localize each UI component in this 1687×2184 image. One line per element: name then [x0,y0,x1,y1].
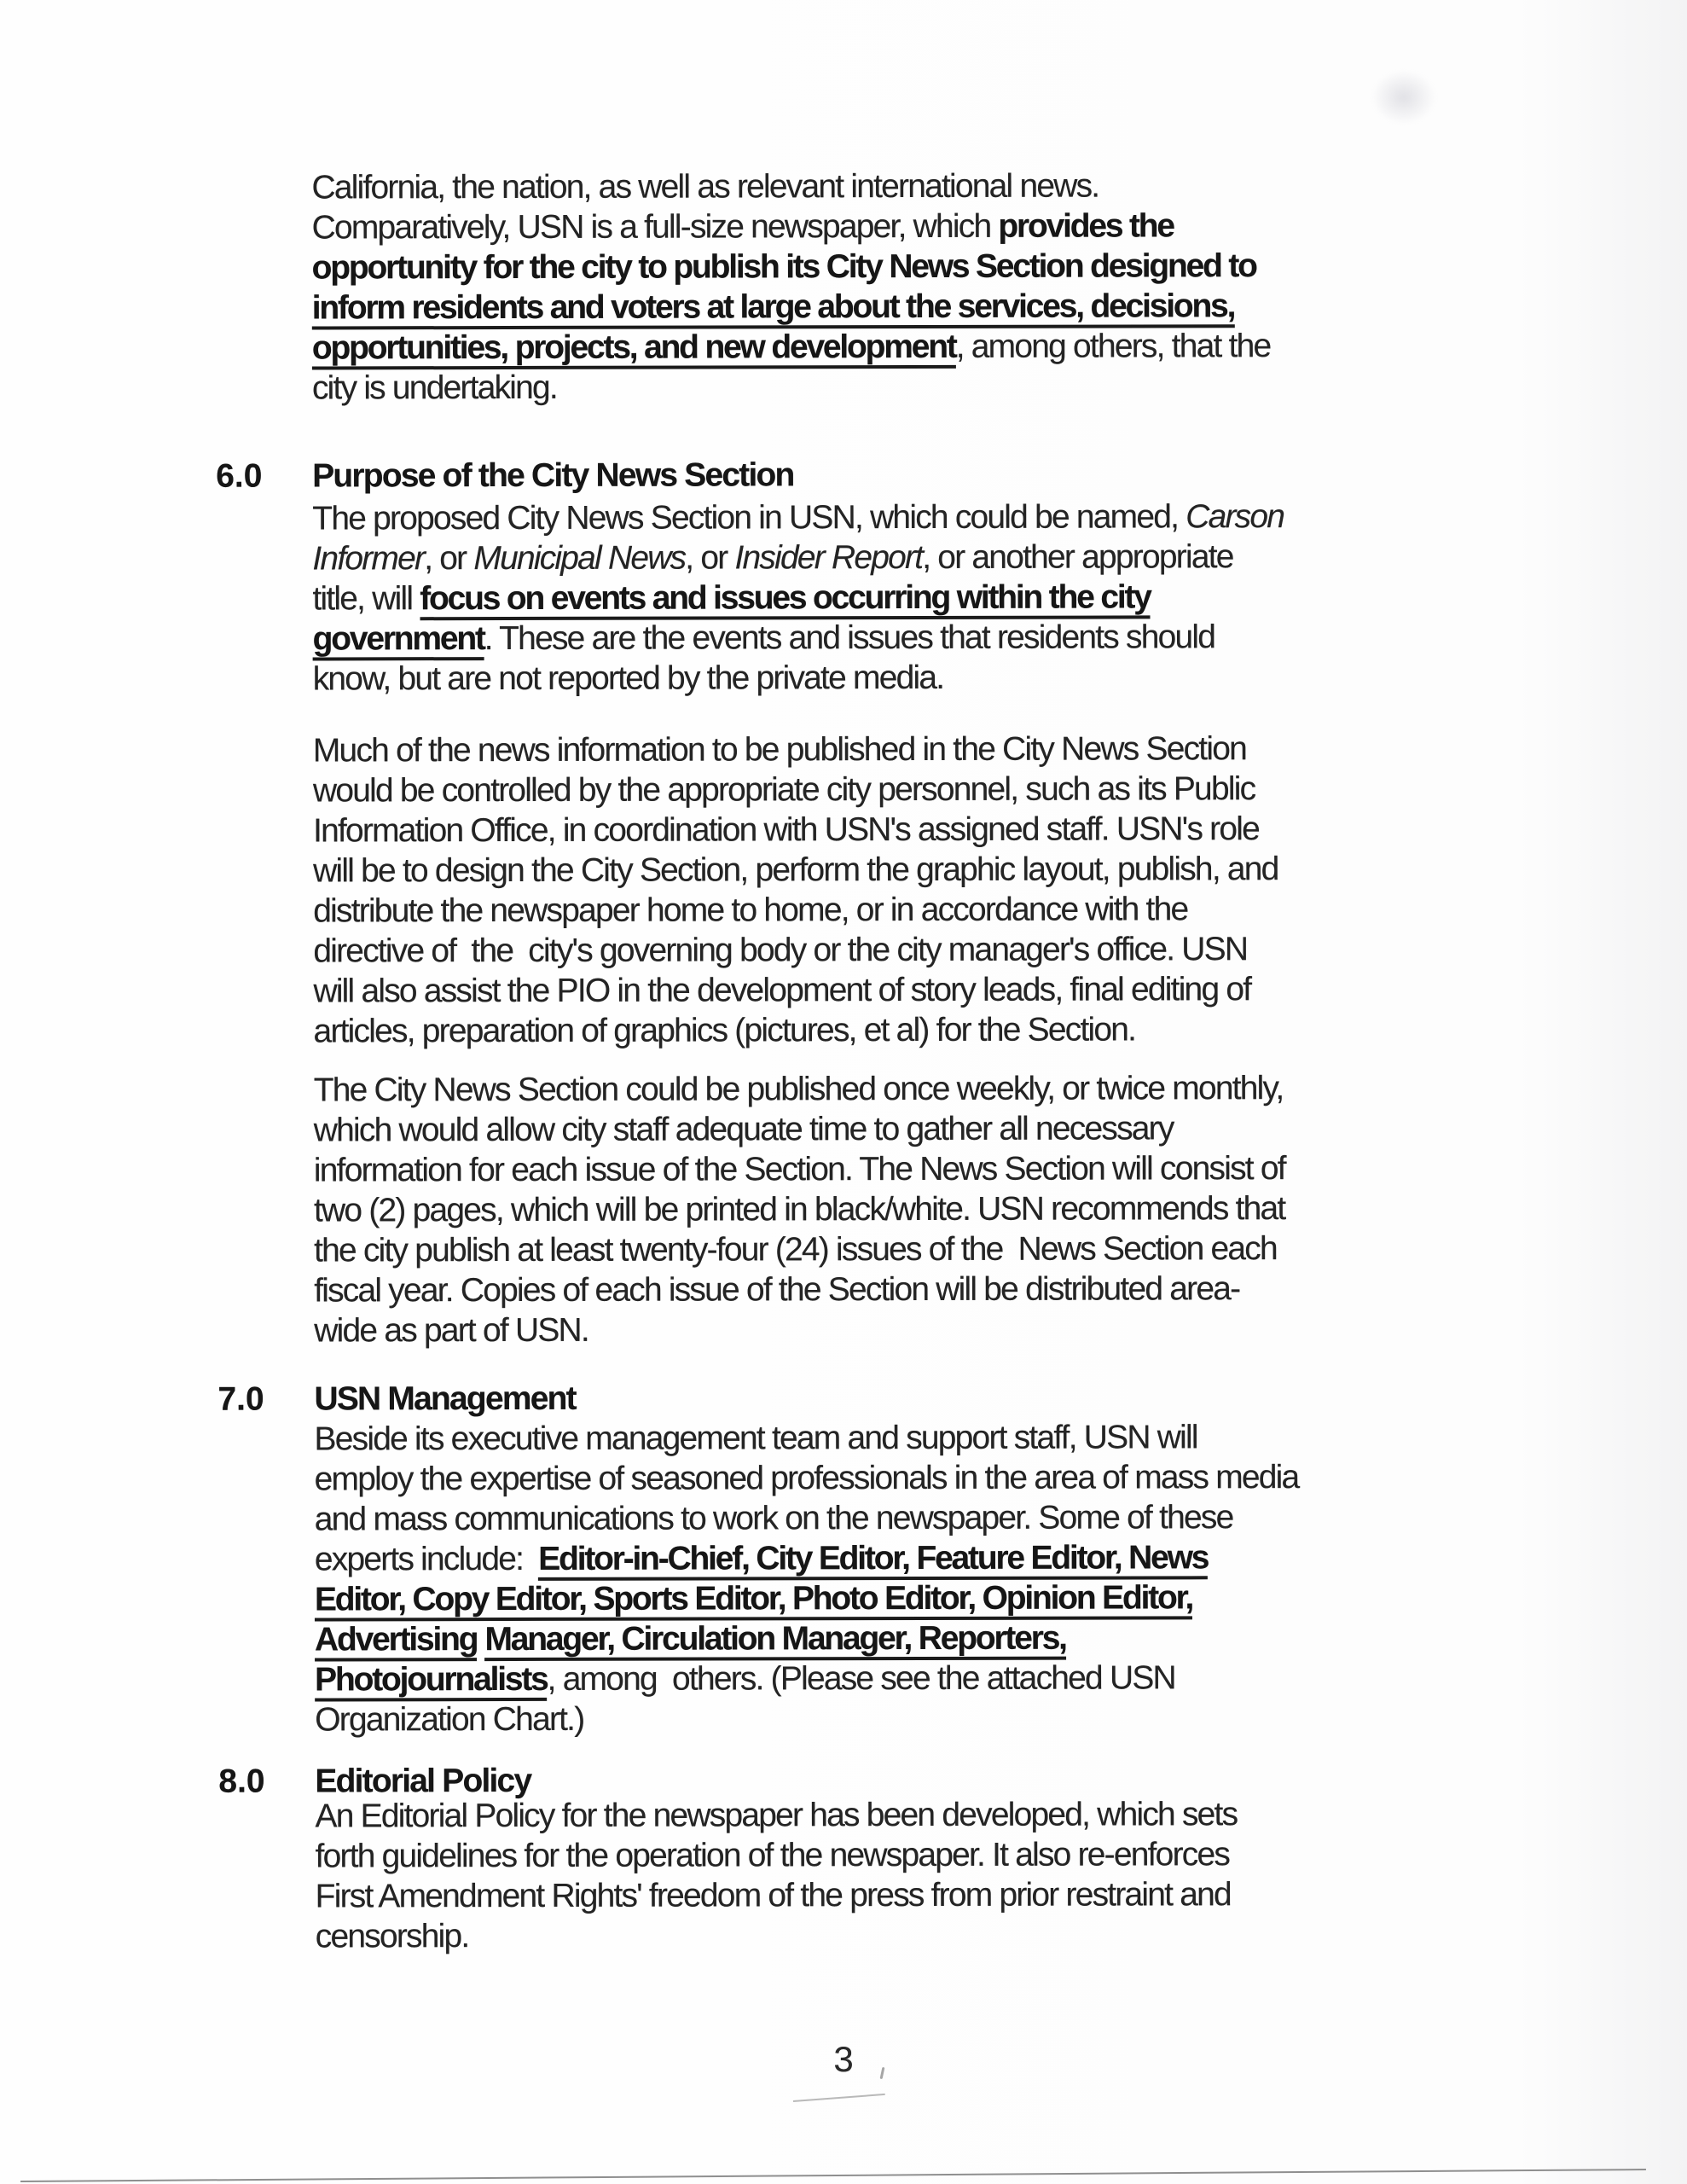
text-run: . These are the events and issues that residents should [484,619,1215,658]
text-run: censorship. [315,1918,469,1955]
text-run: Advertising [315,1621,477,1661]
text-run: experts include: [314,1540,539,1578]
paragraph-intro [311,166,1523,409]
text-run: focus on events and issues occurring within the city [420,578,1151,620]
text-run: Informer [312,540,425,578]
section-6.0 [216,454,1524,700]
text-line [315,1497,1526,1540]
text-line [312,326,1523,369]
section-heading: USN Management [314,1380,576,1418]
text-run: Editor, Copy Editor, Sports Editor, Photo Editor, Opinion Editor, [315,1579,1192,1621]
text-line [313,657,1524,700]
text-line [314,1188,1525,1231]
text-run: articles, preparation of graphics (pictures, et al) for the Section. [313,1011,1136,1050]
text-line [316,1914,1527,1957]
text-run: The City News Section could be published once weekly, or twice monthly, [313,1070,1284,1109]
text-line [311,166,1522,208]
text-line [314,1417,1525,1460]
text-run: employ the expertise of seasoned professionals in the area of mass media [314,1459,1299,1498]
text-line [315,1658,1526,1700]
text-line [313,929,1524,972]
text-line [313,969,1524,1012]
text-run: Organization Chart.) [315,1700,584,1739]
text-run: First Amendment Rights' freedom of the press from prior restraint and [315,1876,1231,1915]
text-line [315,1577,1526,1620]
text-run: Editor-in-Chief, City Editor, Feature Editor, News [538,1539,1208,1581]
text-run: Insider Report [734,538,923,577]
scan-smudge-artifact [1371,70,1436,125]
text-line [316,1874,1527,1917]
page-number-underline-mark [793,2094,885,2102]
text-line [313,769,1524,811]
text-run: Beside its executive management team and support staff, USN will [314,1419,1197,1458]
section-8.0 [218,1759,1526,1957]
text-run: , among others. (Please see the attached USN [547,1659,1175,1698]
text-run: Photojournalists [315,1661,548,1702]
text-run: information for each issue of the Section. The News Section will consist of [313,1150,1285,1189]
text-run: would be controlled by the appropriate city personnel, such as its Public [312,770,1255,810]
paragraph-much [313,729,1525,1052]
text-run: provides the [998,207,1174,245]
text-run: will be to design the City Section, perform the graphic layout, publish, and [313,851,1278,890]
text-line [312,206,1523,248]
text-run: opportunities, projects, and new development [312,328,956,370]
text-run: directive of the city's governing body or the city manager's office. USN [313,931,1248,970]
text-line [315,1794,1526,1837]
text-line [312,577,1523,619]
text-run: Comparatively, USN is a full-size newspaper, which [311,207,999,247]
text-line [313,729,1524,771]
text-line [312,366,1523,409]
section-number: 6.0 [216,457,263,495]
text-run: An Editorial Policy for the newspaper has been developed, which sets [315,1796,1238,1835]
text-run: Manager, Circulation Manager, Reporters, [484,1620,1065,1661]
text-line [316,1834,1527,1877]
section-heading: Editorial Policy [315,1762,531,1800]
text-run: , or another appropriate [922,538,1233,576]
footer-scan-line [20,2169,1646,2182]
text-line [312,537,1523,579]
text-line [314,1148,1525,1191]
text-line [313,809,1524,851]
text-line [315,1537,1526,1580]
text-run: , or [424,540,474,578]
text-run: wide as part of USN. [314,1311,588,1350]
text-run: which would allow city staff adequate time to gather all necessary [313,1110,1174,1149]
text-run: , or [685,539,735,577]
text-line [313,889,1524,932]
text-line [312,246,1523,288]
text-run: two (2) pages, which will be printed in black/white. USN recommends that [313,1190,1285,1229]
text-line [314,1269,1525,1311]
text-run: fiscal year. Copies of each issue of the Section will be distributed area- [314,1270,1240,1310]
text-run: California, the nation, as well as relevant international news. [311,167,1099,206]
section-7.0 [217,1377,1526,1740]
paragraph-pub [314,1068,1526,1351]
text-run: Municipal News [473,539,686,578]
text-line [314,1108,1525,1151]
text-run: forth guidelines for the operation of the newspaper. It also re-enforces [315,1836,1230,1875]
document-body [216,0,1527,1956]
text-run: Much of the news information to be published in the City News Section [312,730,1247,770]
text-line [314,1228,1525,1271]
text-run: will also assist the PIO in the development of story leads, final editing of [313,971,1251,1010]
section-number: 7.0 [217,1380,264,1418]
text-line [315,1618,1526,1660]
text-run: Carson [1186,498,1284,536]
section-number: 8.0 [218,1763,265,1800]
text-run: Information Office, in coordination with USN's assigned staff. USN's role [312,810,1260,850]
text-run: title, will [312,580,420,618]
text-line [312,286,1523,328]
text-line [312,497,1523,539]
text-line [313,1009,1524,1052]
text-run: opportunity for the city to publish its City News Section designed to [311,247,1256,287]
text-line [313,617,1524,659]
text-run: the city publish at least twenty-four (24) issues of the News Section each [314,1230,1277,1269]
text-line [314,1068,1525,1111]
text-run: distribute the newspaper home to home, or in accordance with the [313,891,1188,930]
text-run: know, but are not reported by the private media. [312,659,944,698]
text-run: The proposed City News Section in USN, which could be named, [312,498,1186,537]
text-run: and mass communications to work on the newspaper. Some of these [314,1499,1233,1538]
text-run: government [313,620,484,660]
text-line [313,849,1524,892]
text-line [315,1457,1526,1500]
page-number: 3 [833,2039,854,2079]
text-run: , among others, that the [955,328,1271,365]
text-line [315,1698,1526,1740]
text-line [314,1309,1525,1351]
text-run: city is undertaking. [311,369,557,407]
text-run: inform residents and voters at large about the services, decisions, [312,288,1235,329]
section-heading: Purpose of the City News Section [312,456,794,495]
